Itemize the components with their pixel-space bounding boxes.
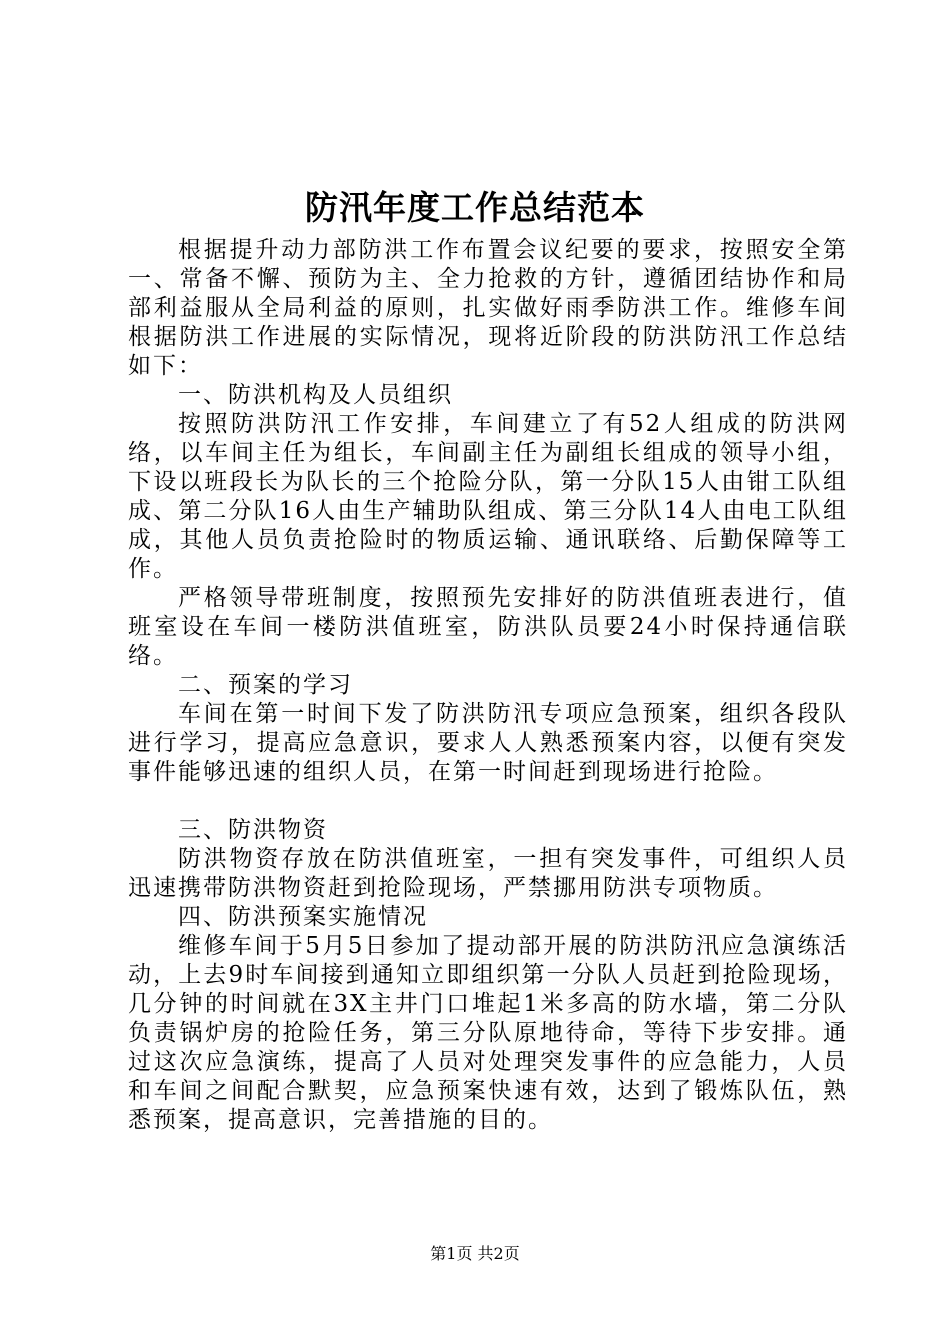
document-body: [128, 236, 848, 1135]
section-heading-1: 一、防洪机构及人员组织: [178, 382, 453, 408]
section-heading-2: 二、预案的学习: [178, 672, 353, 698]
section-1-paragraph-2: 严格领导带班制度，按照预先安排好的防洪值班表进行，值班室设在车间一楼防洪值班室，防洪队员要24小时保持通信联络。: [128, 585, 848, 669]
page-number-footer: 第1页 共2页: [430, 1244, 520, 1263]
blank-line: [128, 787, 848, 816]
section-3-paragraph: 防洪物资存放在防洪值班室，一担有突发事件，可组织人员迅速携带防洪物资赶到抢险现场，严禁挪用防洪专项物质。: [128, 846, 848, 901]
intro-paragraph: 根据提升动力部防洪工作布置会议纪要的要求，按照安全第一、常备不懈、预防为主、全力抢救的方针，遵循团结协作和局部利益服从全局利益的原则，扎实做好雨季防洪工作。维修车间根据防洪工作进展的实际情况，现将近阶段的防洪防汛工作总结如下：: [128, 237, 848, 379]
section-heading-4: 四、防洪预案实施情况: [178, 904, 428, 930]
section-1-paragraph-1: 按照防洪防汛工作安排，车间建立了有52人组成的防洪网络，以车间主任为组长，车间副主任为副组长组成的领导小组，下设以班段长为队长的三个抢险分队，第一分队15人由钳工队组成、第二分队16人由生产辅助队组成、第三分队14人由电工队组成，其他人员负责抢险时的物质运输、通讯联络、后勤保障等工作。: [128, 411, 848, 582]
section-2-paragraph: 车间在第一时间下发了防洪防汛专项应急预案，组织各段队进行学习，提高应急意识，要求人人熟悉预案内容，以便有突发事件能够迅速的组织人员，在第一时间赶到现场进行抢险。: [128, 701, 848, 785]
section-heading-3: 三、防洪物资: [178, 817, 328, 843]
section-4-paragraph: 维修车间于5月5日参加了提动部开展的防洪防汛应急演练活动，上去9时车间接到通知立即组织第一分队人员赶到抢险现场，几分钟的时间就在3X主井门口堆起1米多高的防水墙，第二分队负责锅炉房的抢险任务，第三分队原地待命，等待下步安排。通过这次应急演练，提高了人员对处理突发事件的应急能力，人员和车间之间配合默契，应急预案快速有效，达到了锻炼队伍，熟悉预案，提高意识，完善措施的目的。: [128, 933, 848, 1133]
document-title: 防汛年度工作总结范本: [305, 188, 645, 227]
